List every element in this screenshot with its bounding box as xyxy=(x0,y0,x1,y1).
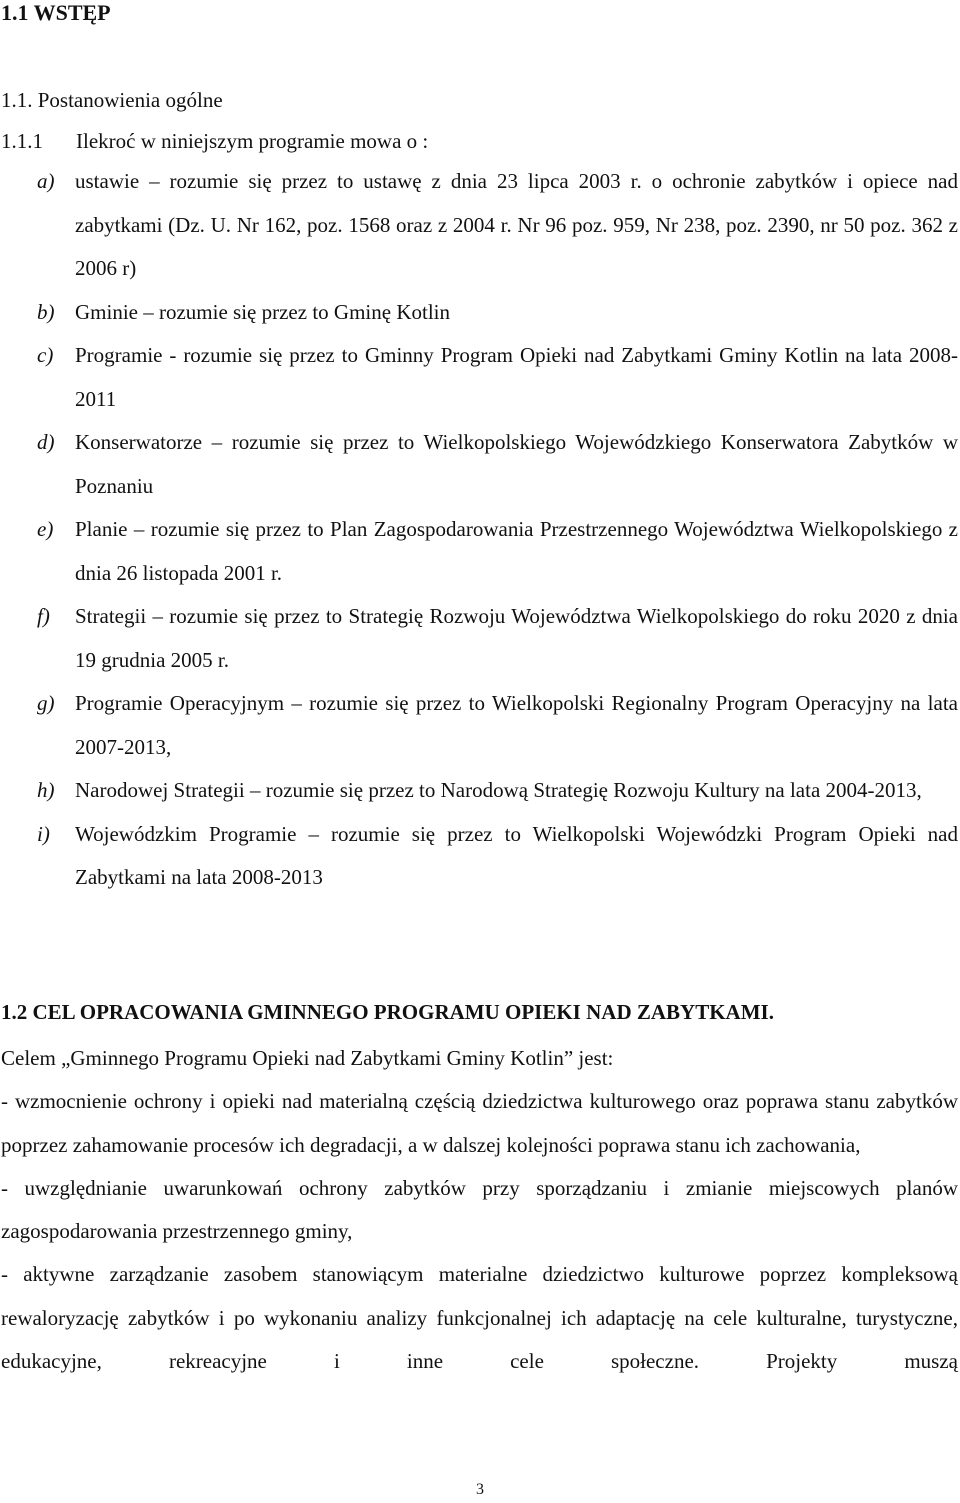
definitions-list xyxy=(0,160,958,900)
list-item-label: g) xyxy=(37,691,55,715)
page-number: 3 xyxy=(476,1481,484,1498)
paragraph: - uwzględnianie uwarunkowań ochrony zabytków przy sporządzaniu i zmianie miejscowych planów zagospodarowania przestrzennego gminy, xyxy=(1,1175,958,1244)
subsection-text: Ilekroć w niniejszym programie mowa o : xyxy=(76,129,429,153)
list-item xyxy=(0,769,958,813)
list-item-label: d) xyxy=(37,430,55,454)
list-item-text: Strategii – rozumie się przez to Strategię Rozwoju Województwa Wielkopolskiego do roku 2020 z dnia 19 grudnia 2005 r. xyxy=(75,604,958,672)
paragraph: - aktywne zarządzanie zasobem stanowiącym materialne dziedzictwo kulturowe poprzez kompleksową rewaloryzację zabytków i po wykonaniu analizy funkcjonalnej ich adaptację na cele kulturalne, turystyczne, edukacyjne, rekreacyjne i inne cele społeczne. Projekty muszą xyxy=(1,1262,958,1374)
list-item xyxy=(0,595,958,682)
subsection-number: 1.1.1 xyxy=(1,129,43,153)
list-item xyxy=(0,334,958,421)
list-item xyxy=(0,682,958,769)
chapter-heading: 1.1 WSTĘP xyxy=(1,0,111,25)
list-item-label: c) xyxy=(37,343,54,367)
list-item-text: Konserwatorze – rozumie się przez to Wielkopolskiego Wojewódzkiego Konserwatora Zabytków w Poznaniu xyxy=(75,430,958,498)
list-item-text: Wojewódzkim Programie – rozumie się przez to Wielkopolski Wojewódzki Program Opieki nad Zabytkami na lata 2008-2013 xyxy=(75,821,958,889)
list-item xyxy=(0,160,958,291)
list-item xyxy=(0,291,958,335)
list-item-text: Gminie – rozumie się przez to Gminę Kotlin xyxy=(75,299,450,324)
list-item-text: Programie - rozumie się przez to Gminny Program Opieki nad Zabytkami Gminy Kotlin na lata 2008-2011 xyxy=(75,343,958,411)
list-item-label: h) xyxy=(37,778,55,802)
list-item-text: Narodowej Strategii – rozumie się przez to Narodową Strategię Rozwoju Kultury na lata 2004-2013, xyxy=(75,778,922,802)
list-item-label: f) xyxy=(37,604,50,628)
section-heading: 1.1. Postanowienia ogólne xyxy=(1,88,223,112)
list-item xyxy=(0,508,958,595)
section-title: 1.2 CEL OPRACOWANIA GMINNEGO PROGRAMU OPIEKI NAD ZABYTKAMI. xyxy=(1,1000,774,1024)
list-item-label: b) xyxy=(37,299,55,324)
list-item-label: e) xyxy=(37,517,54,541)
list-item xyxy=(0,813,958,900)
body-text xyxy=(1,1037,958,1383)
list-item xyxy=(0,421,958,508)
list-item-text: ustawie – rozumie się przez to ustawę z dnia 23 lipca 2003 r. o ochronie zabytków i opiece nad zabytkami (Dz. U. Nr 162, poz. 1568 oraz z 2004 r. Nr 96 poz. 959, Nr 238, poz. 2390, nr 50 poz. 362 z 2006 r) xyxy=(75,169,958,280)
list-item-text: Programie Operacyjnym – rozumie się przez to Wielkopolski Regionalny Program Operacyjny na lata 2007-2013, xyxy=(75,691,958,759)
subsection-heading xyxy=(1,129,428,154)
list-item-label: i) xyxy=(37,821,50,846)
list-item-text: Planie – rozumie się przez to Plan Zagospodarowania Przestrzennego Województwa Wielkopolskiego z dnia 26 listopada 2001 r. xyxy=(75,517,958,585)
paragraph: - wzmocnienie ochrony i opieki nad materialną częścią dziedzictwa kulturowego oraz poprawa stanu zabytków poprzez zahamowanie procesów ich degradacji, a w dalszej kolejności poprawa stanu ich zachowania, xyxy=(1,1089,958,1157)
list-item-label: a) xyxy=(37,169,55,193)
paragraph: Celem „Gminnego Programu Opieki nad Zabytkami Gminy Kotlin” jest: xyxy=(1,1046,614,1070)
